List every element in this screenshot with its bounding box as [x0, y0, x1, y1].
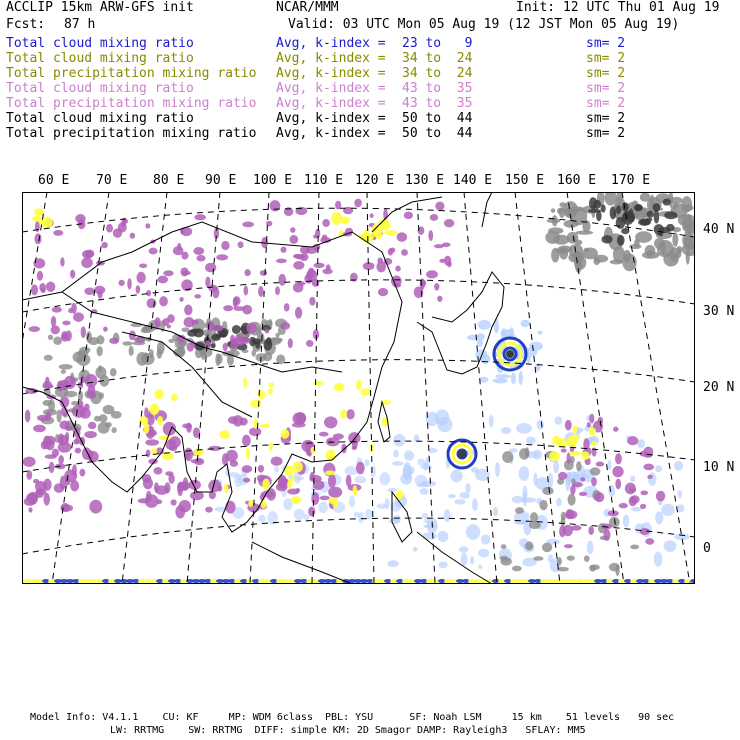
lon-label: 90 E: [205, 173, 237, 188]
legend-row: [6, 51, 726, 66]
legend-range: 43 to 35: [402, 81, 473, 96]
valid-time: Valid: 03 UTC Mon 05 Aug 19 (12 JST Mon 05 Aug 19): [288, 17, 680, 32]
legend-sm: sm= 2: [586, 126, 626, 141]
legend-avg: Avg, k-index =: [276, 66, 386, 81]
lon-label: 140 E: [453, 173, 493, 188]
legend-row: [6, 66, 726, 81]
legend-row: [6, 36, 726, 51]
lon-label: 120 E: [355, 173, 395, 188]
lon-label: 150 E: [505, 173, 545, 188]
lon-label: 100 E: [253, 173, 293, 188]
legend-range: 34 to 24: [402, 66, 473, 81]
legend-avg: Avg, k-index =: [276, 126, 386, 141]
model-info-line2: LW: RRTMG SW: RRTMG DIFF: simple KM: 2D Smagor DAMP: Rayleigh3 SFLAY: MM5: [110, 725, 586, 736]
legend-range: 34 to 24: [402, 51, 473, 66]
lon-label: 70 E: [96, 173, 128, 188]
lat-label: 0: [703, 541, 711, 556]
legend-field: Total cloud mixing ratio: [6, 51, 194, 66]
weather-map: [22, 192, 695, 584]
legend-field: Total precipitation mixing ratio: [6, 96, 257, 111]
legend-row: [6, 126, 726, 141]
legend-avg: Avg, k-index =: [276, 111, 386, 126]
legend-avg: Avg, k-index =: [276, 51, 386, 66]
legend-field: Total precipitation mixing ratio: [6, 126, 257, 141]
fcst-value: 87 h: [64, 17, 96, 32]
lon-label: 160 E: [557, 173, 597, 188]
lat-label: 10 N: [703, 460, 735, 475]
legend-range: 50 to 44: [402, 126, 473, 141]
lon-label: 80 E: [153, 173, 185, 188]
legend-avg: Avg, k-index =: [276, 36, 386, 51]
legend-sm: sm= 2: [586, 111, 626, 126]
lon-label: 110 E: [304, 173, 344, 188]
lon-label: 170 E: [611, 173, 651, 188]
legend-sm: sm= 2: [586, 66, 626, 81]
legend-avg: Avg, k-index =: [276, 96, 386, 111]
legend-field: Total precipitation mixing ratio: [6, 66, 257, 81]
legend-sm: sm= 2: [586, 81, 626, 96]
legend-field: Total cloud mixing ratio: [6, 111, 194, 126]
legend-range: 50 to 44: [402, 111, 473, 126]
legend-avg: Avg, k-index =: [276, 81, 386, 96]
model-title: ACCLIP 15km ARW-GFS init: [6, 0, 194, 15]
model-info-line1: Model Info: V4.1.1 CU: KF MP: WDM 6class PBL: YSU SF: Noah LSM 15 km 51 levels 90 sec: [30, 712, 675, 723]
lat-label: 30 N: [703, 304, 735, 319]
legend-field: Total cloud mixing ratio: [6, 36, 194, 51]
legend-range: 23 to 9: [402, 36, 473, 51]
legend-sm: sm= 2: [586, 96, 626, 111]
legend-sm: sm= 2: [586, 51, 626, 66]
lon-label: 60 E: [38, 173, 70, 188]
init-time: Init: 12 UTC Thu 01 Aug 19: [516, 0, 720, 15]
center-label: NCAR/MMM: [276, 0, 339, 15]
lat-label: 40 N: [703, 222, 735, 237]
lat-label: 20 N: [703, 380, 735, 395]
lon-label: 130 E: [405, 173, 445, 188]
legend-row: [6, 81, 726, 96]
fcst-label: Fcst:: [6, 17, 46, 32]
legend-row: [6, 96, 726, 111]
legend-range: 43 to 35: [402, 96, 473, 111]
legend-field: Total cloud mixing ratio: [6, 81, 194, 96]
legend-sm: sm= 2: [586, 36, 626, 51]
legend-row: [6, 111, 726, 126]
